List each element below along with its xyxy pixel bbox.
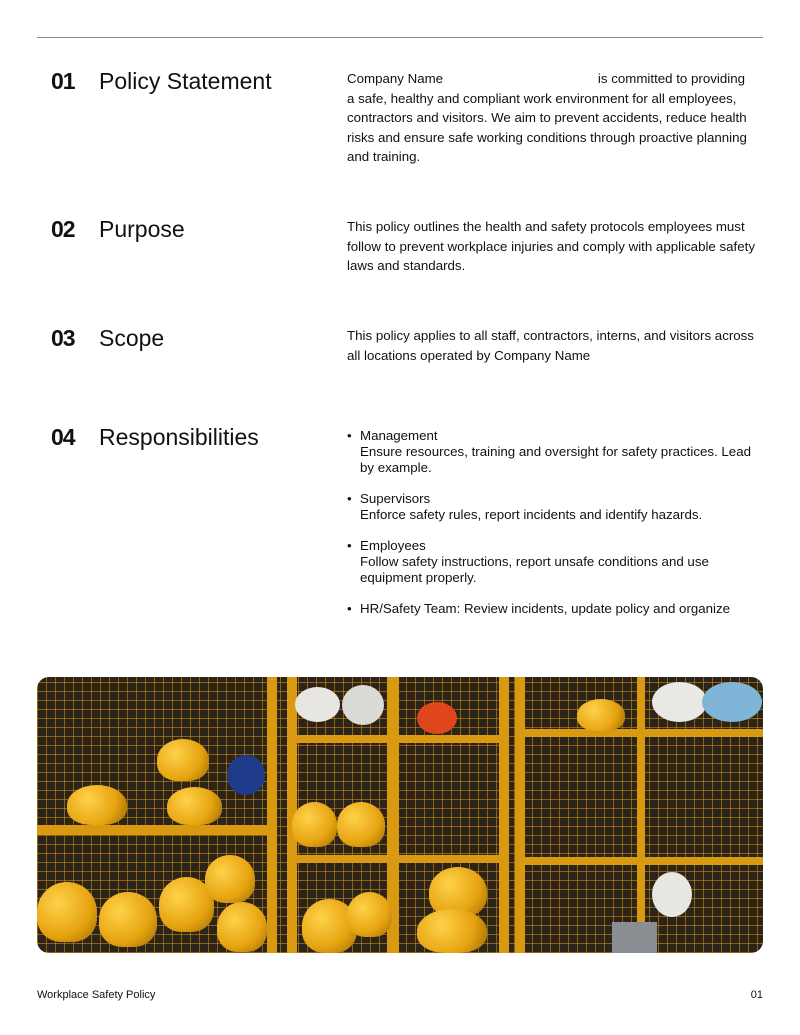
hard-hats-cage-photo <box>37 677 763 953</box>
role-desc: Enforce safety rules, report incidents and identify hazards. <box>360 507 703 522</box>
section-body: This policy outlines the health and safety protocols employees must follow to prevent workplace injuries and comply with applicable safety laws and standards. <box>347 219 755 274</box>
list-item <box>347 601 765 617</box>
role: • Management <box>360 428 438 443</box>
section-title: Scope <box>99 325 165 351</box>
responsibilities-list <box>347 428 765 632</box>
body-text: a safe, healthy and compliant work environment for all employees, contractors and visitors. We aim to prevent accidents, reduce health risks and ensure safe working conditions through proactive planning and training. <box>347 90 747 165</box>
section-number: 03 <box>51 325 75 351</box>
header-divider <box>37 37 763 38</box>
list-item <box>347 538 765 586</box>
section-number: 01 <box>51 68 75 94</box>
role: • Supervisors <box>360 491 431 506</box>
section-body <box>347 69 765 167</box>
section-title: Purpose <box>99 216 185 242</box>
list-item <box>347 491 765 523</box>
role-desc: Ensure resources, training and oversight for safety practices. Lead by example. <box>360 444 751 475</box>
body-text-lead: is committed to providing <box>597 71 745 86</box>
role: • Employees <box>360 538 426 553</box>
footer-title: Workplace Safety Policy <box>37 989 156 1001</box>
list-item <box>347 428 765 476</box>
role-desc: Follow safety instructions, report unsafe conditions and use equipment properly. <box>360 554 709 585</box>
company-name-placeholder: Company Name <box>494 347 591 363</box>
section-number: 02 <box>51 216 75 242</box>
section-body <box>347 326 765 365</box>
company-name-placeholder: Company Name <box>347 71 444 86</box>
section-number: 04 <box>51 424 75 450</box>
section-title: Responsibilities <box>99 424 259 450</box>
page-number: 01 <box>750 989 763 1001</box>
section-title: Policy Statement <box>99 68 272 94</box>
role: • HR/Safety Team: Review incidents, update policy and organize <box>360 601 731 616</box>
body-text: This policy applies to all staff, contractors, interns, and visitors across all locations operated by <box>347 328 754 363</box>
